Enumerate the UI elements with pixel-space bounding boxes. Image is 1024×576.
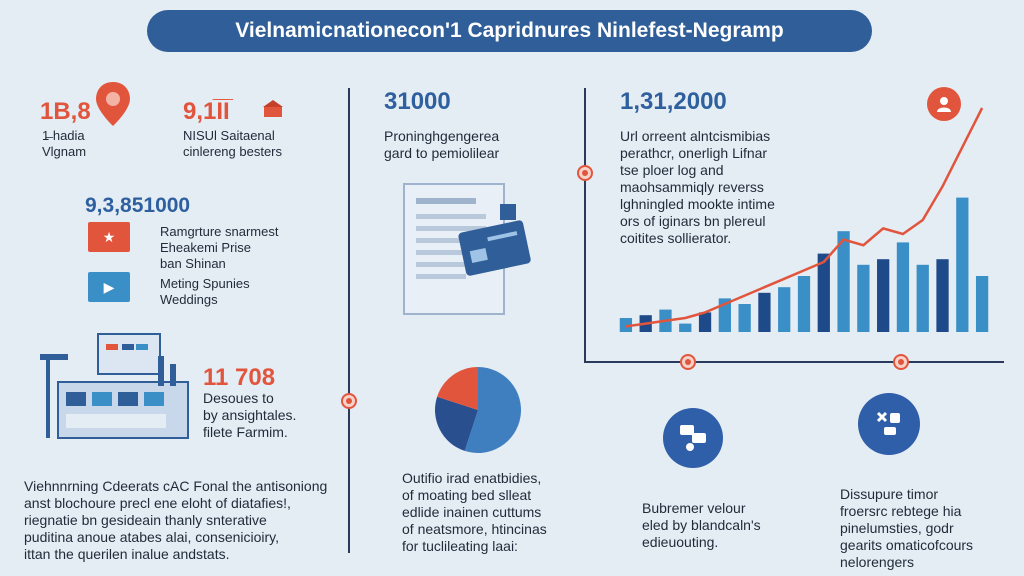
stat3-item2: Meting Spunies Weddings	[160, 276, 250, 307]
middle-stat-text: Proninghgengerea gard to pemiolilear	[384, 128, 500, 161]
pie-chart	[433, 365, 523, 460]
chart-bar	[758, 293, 770, 332]
stat2-text: NISUl Saitaenal cinlereng besters	[183, 128, 282, 159]
stat1-text: 1̶ hadia Vlgnam	[42, 128, 87, 159]
right-stat-text: Url orreent alntcismibias perathcr, onerligh Lifnar tse ploer log and maohsammiqly reverss lghningled mookte intime ors of iginars bn plereul coitites sollierator.	[620, 128, 775, 246]
divider-pin-left	[341, 393, 357, 409]
page-title: Vielnamicnationecon'1 Capridnures Ninlefest-Negramp	[147, 10, 872, 52]
chart-bar	[778, 287, 790, 332]
stat1-value: 1B,8	[40, 98, 91, 125]
chart-bar	[679, 324, 691, 332]
chart-bar	[976, 276, 988, 332]
divider-middle-left	[348, 88, 350, 553]
stat3-item1: Ramgrture snarmest Eheakemi Prise ban Shinan	[160, 224, 279, 271]
play-icon: ▶	[88, 272, 130, 302]
chart-bar	[857, 265, 869, 332]
factory-illustration	[40, 330, 200, 455]
tools-icon	[858, 393, 920, 455]
chart-bar	[897, 242, 909, 332]
chat-bubble-icon	[663, 408, 723, 468]
bar-line-chart	[586, 90, 1006, 360]
right-bubble-text: Bubremer velour eled by blandcaln's edieuouting.	[642, 500, 761, 550]
chart-bar	[956, 198, 968, 332]
left-paragraph: Viehnnrning Cdeerats cAC Fonal the antisoniong anst blochoure precl ene eloht of diatafies!, riegnatie bn gesideain thanly snterative puditina anoue atabes alai, consenicioiry, ittan the querilen inalue andstats.	[24, 478, 328, 562]
chart-bar	[818, 254, 830, 332]
right-bubble2-text: Dissupure timor froersrc rebtege hia pinelumsties, godr gearits omaticofcours nelorengers	[840, 486, 974, 570]
middle-stat-value: 31000	[384, 88, 451, 115]
building-icon	[262, 100, 284, 123]
location-pin-icon	[92, 80, 134, 135]
chart-bar	[917, 265, 929, 332]
chart-bar	[798, 276, 810, 332]
stat4-value: 11 708	[203, 364, 276, 391]
middle-pie-text: Outifio irad enatbidies, of moating bed slleat edlide inainen cuttums of neatsmore, htincinas for tuclileating laai:	[402, 470, 547, 554]
stat2-value: 9,1I̅I̅	[183, 98, 230, 125]
chart-bar	[936, 259, 948, 332]
flag-icon: ★	[88, 222, 130, 252]
chart-bar	[699, 312, 711, 332]
stat4-text: Desoues to by ansightales. filete Farmim.	[203, 390, 297, 440]
document-card-illustration	[400, 180, 535, 325]
chart-bar	[877, 259, 889, 332]
right-stat-value: 1,31,2000	[620, 88, 727, 115]
stat3-value: 9,3,851000	[85, 194, 191, 217]
chart-bar	[738, 304, 750, 332]
chart-baseline	[584, 361, 1004, 363]
